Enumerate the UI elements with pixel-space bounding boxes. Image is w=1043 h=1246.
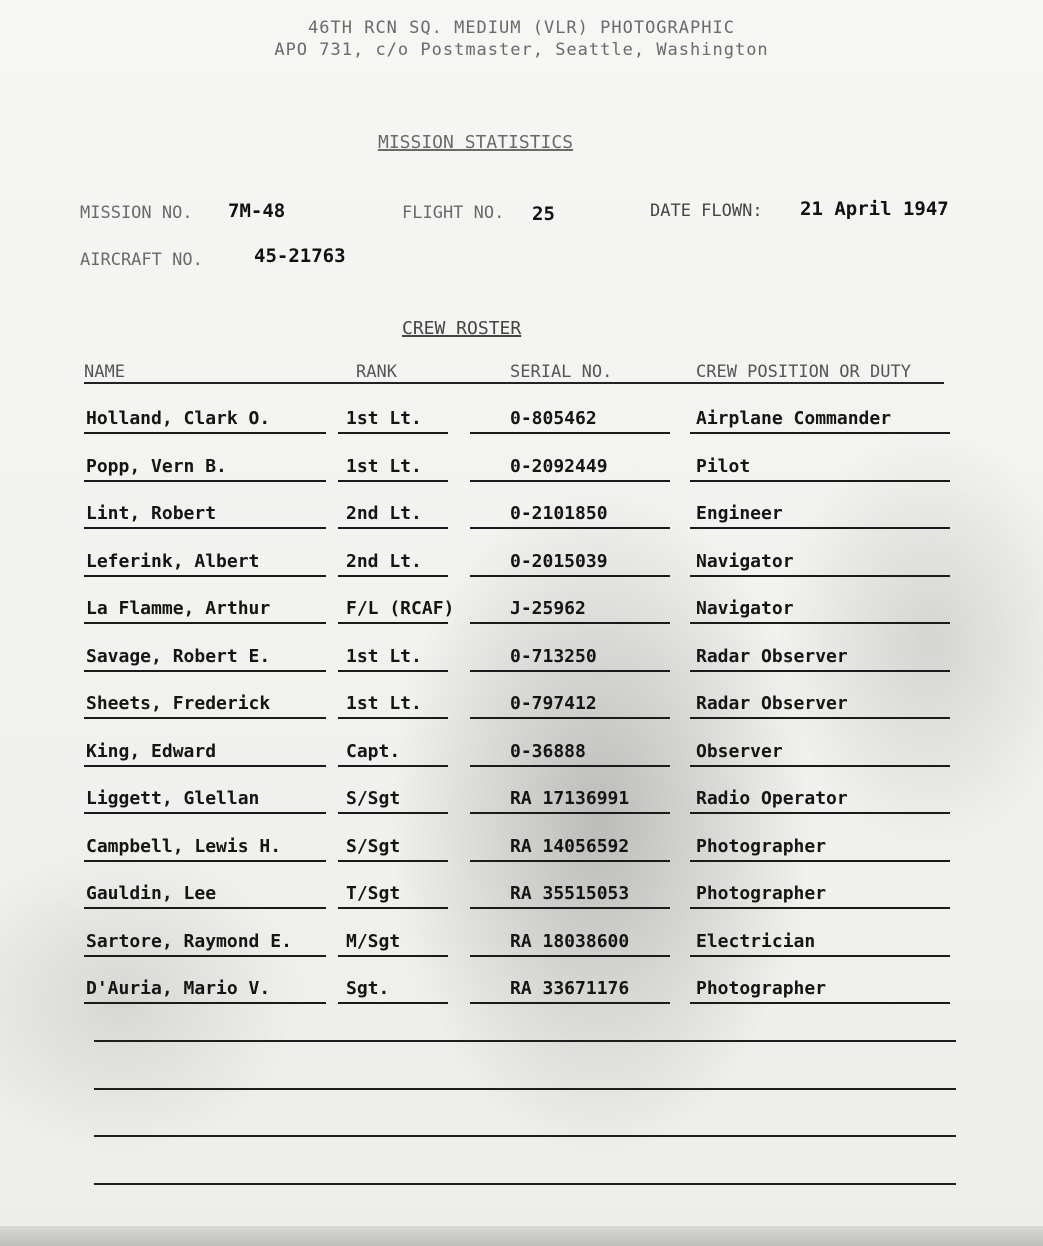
crew-row bbox=[0, 931, 1043, 979]
row-underline bbox=[470, 955, 670, 957]
row-underline bbox=[338, 955, 448, 957]
crew-position: Radio Operator bbox=[696, 788, 848, 809]
crew-serial: 0-2101850 bbox=[510, 503, 608, 524]
row-underline bbox=[84, 812, 326, 814]
mission-number-label: MISSION NO. bbox=[80, 203, 193, 223]
crew-row bbox=[0, 978, 1043, 1026]
blank-line bbox=[94, 1088, 956, 1090]
crew-rank: 2nd Lt. bbox=[346, 550, 422, 572]
document-title: MISSION STATISTICS bbox=[378, 132, 574, 153]
row-underline bbox=[84, 527, 326, 529]
row-underline bbox=[470, 670, 670, 672]
crew-position: Engineer bbox=[696, 503, 783, 524]
scan-bottom-edge bbox=[0, 1226, 1043, 1246]
crew-serial: RA 14056592 bbox=[510, 835, 630, 857]
row-underline bbox=[470, 765, 670, 767]
crew-row bbox=[0, 788, 1043, 836]
crew-serial: 0-797412 bbox=[510, 693, 597, 714]
crew-position: Photographer bbox=[696, 883, 827, 904]
crew-position: Pilot bbox=[696, 455, 751, 477]
crew-rank: T/Sgt bbox=[346, 883, 401, 904]
crew-position: Photographer bbox=[696, 835, 827, 857]
row-underline bbox=[84, 1002, 326, 1004]
crew-position: Observer bbox=[696, 740, 783, 762]
crew-name: Gauldin, Lee bbox=[86, 883, 217, 904]
crew-name: Savage, Robert E. bbox=[86, 645, 271, 667]
crew-row bbox=[0, 456, 1043, 504]
row-underline bbox=[470, 717, 670, 719]
crew-name: Holland, Clark O. bbox=[86, 408, 271, 429]
row-underline bbox=[338, 527, 448, 529]
row-underline bbox=[338, 812, 448, 814]
crew-row bbox=[0, 693, 1043, 741]
column-header-serial: SERIAL NO. bbox=[510, 362, 613, 382]
crew-serial: 0-2092449 bbox=[510, 455, 608, 477]
crew-rank: Sgt. bbox=[346, 978, 390, 999]
row-underline bbox=[84, 670, 326, 672]
crew-position: Photographer bbox=[696, 978, 827, 999]
crew-position: Electrician bbox=[696, 930, 816, 952]
crew-rank: S/Sgt bbox=[346, 835, 401, 857]
crew-serial: J-25962 bbox=[510, 598, 586, 619]
crew-name: Sheets, Frederick bbox=[86, 693, 271, 714]
crew-serial: RA 18038600 bbox=[510, 930, 630, 952]
crew-name: La Flamme, Arthur bbox=[86, 598, 271, 619]
row-underline bbox=[338, 1002, 448, 1004]
row-underline bbox=[338, 860, 448, 862]
crew-serial: 0-805462 bbox=[510, 408, 597, 429]
row-underline bbox=[690, 432, 950, 434]
aircraft-number-label: AIRCRAFT NO. bbox=[80, 250, 203, 270]
unit-header: 46TH RCN SQ. MEDIUM (VLR) PHOTOGRAPHIC bbox=[308, 18, 735, 38]
crew-row bbox=[0, 408, 1043, 456]
crew-rank: 1st Lt. bbox=[346, 455, 422, 477]
crew-name: King, Edward bbox=[86, 740, 217, 762]
row-underline bbox=[338, 907, 448, 909]
column-header-position: CREW POSITION OR DUTY bbox=[696, 362, 911, 382]
crew-rank: 1st Lt. bbox=[346, 408, 422, 429]
crew-row bbox=[0, 551, 1043, 599]
date-flown-value: 21 April 1947 bbox=[800, 198, 949, 220]
row-underline bbox=[84, 622, 326, 624]
crew-row bbox=[0, 883, 1043, 931]
crew-serial: RA 33671176 bbox=[510, 978, 630, 999]
blank-line bbox=[94, 1183, 956, 1185]
row-underline bbox=[690, 860, 950, 862]
row-underline bbox=[470, 527, 670, 529]
crew-rank: 1st Lt. bbox=[346, 645, 422, 667]
row-underline bbox=[470, 860, 670, 862]
crew-position: Airplane Commander bbox=[696, 408, 892, 429]
row-underline bbox=[338, 717, 448, 719]
address-header: APO 731, c/o Postmaster, Seattle, Washington bbox=[274, 40, 769, 60]
row-underline bbox=[470, 432, 670, 434]
crew-name: Lint, Robert bbox=[86, 503, 217, 524]
crew-serial: 0-2015039 bbox=[510, 550, 608, 572]
crew-name: Leferink, Albert bbox=[86, 550, 260, 572]
row-underline bbox=[690, 955, 950, 957]
row-underline bbox=[338, 765, 448, 767]
crew-row bbox=[0, 646, 1043, 694]
crew-rank: 1st Lt. bbox=[346, 693, 422, 714]
mission-number-value: 7M-48 bbox=[228, 200, 286, 222]
crew-name: Popp, Vern B. bbox=[86, 455, 227, 477]
crew-serial: 0-36888 bbox=[510, 740, 586, 762]
crew-rank: Capt. bbox=[346, 740, 401, 762]
crew-position: Radar Observer bbox=[696, 693, 848, 714]
row-underline bbox=[690, 812, 950, 814]
row-underline bbox=[338, 670, 448, 672]
crew-name: D'Auria, Mario V. bbox=[86, 978, 271, 999]
row-underline bbox=[338, 432, 448, 434]
crew-position: Navigator bbox=[696, 550, 794, 572]
row-underline bbox=[690, 717, 950, 719]
row-underline bbox=[84, 575, 326, 577]
row-underline bbox=[690, 480, 950, 482]
row-underline bbox=[690, 527, 950, 529]
row-underline bbox=[338, 480, 448, 482]
row-underline bbox=[84, 717, 326, 719]
date-flown-label: DATE FLOWN: bbox=[650, 201, 763, 221]
row-underline bbox=[84, 765, 326, 767]
crew-serial: 0-713250 bbox=[510, 645, 597, 667]
row-underline bbox=[690, 765, 950, 767]
row-underline bbox=[470, 575, 670, 577]
row-underline bbox=[690, 670, 950, 672]
crew-row bbox=[0, 598, 1043, 646]
crew-name: Liggett, Glellan bbox=[86, 788, 260, 809]
blank-line bbox=[94, 1040, 956, 1042]
row-underline bbox=[470, 812, 670, 814]
row-underline bbox=[84, 860, 326, 862]
row-underline bbox=[690, 907, 950, 909]
crew-serial: RA 17136991 bbox=[510, 788, 630, 809]
row-underline bbox=[690, 575, 950, 577]
crew-position: Radar Observer bbox=[696, 645, 848, 667]
crew-position: Navigator bbox=[696, 598, 794, 619]
row-underline bbox=[470, 622, 670, 624]
crew-row bbox=[0, 741, 1043, 789]
row-underline bbox=[338, 575, 448, 577]
crew-row bbox=[0, 503, 1043, 551]
crew-serial: RA 35515053 bbox=[510, 883, 630, 904]
header-underline bbox=[84, 382, 944, 384]
row-underline bbox=[84, 480, 326, 482]
row-underline bbox=[470, 480, 670, 482]
row-underline bbox=[338, 622, 448, 624]
row-underline bbox=[84, 907, 326, 909]
column-header-name: NAME bbox=[84, 362, 125, 382]
row-underline bbox=[690, 1002, 950, 1004]
row-underline bbox=[470, 1002, 670, 1004]
row-underline bbox=[690, 622, 950, 624]
column-header-rank: RANK bbox=[356, 362, 397, 382]
flight-number-label: FLIGHT NO. bbox=[402, 203, 505, 223]
crew-rank: F/L (RCAF) bbox=[346, 598, 455, 619]
flight-number-value: 25 bbox=[532, 203, 555, 225]
aircraft-number-value: 45-21763 bbox=[254, 245, 346, 267]
crew-name: Campbell, Lewis H. bbox=[86, 835, 282, 857]
crew-rank: 2nd Lt. bbox=[346, 503, 422, 524]
crew-name: Sartore, Raymond E. bbox=[86, 930, 292, 952]
row-underline bbox=[84, 955, 326, 957]
crew-rank: M/Sgt bbox=[346, 930, 401, 952]
blank-line bbox=[94, 1135, 956, 1137]
crew-rank: S/Sgt bbox=[346, 788, 401, 809]
row-underline bbox=[84, 432, 326, 434]
row-underline bbox=[470, 907, 670, 909]
crew-roster-title: CREW ROSTER bbox=[402, 318, 522, 339]
crew-row bbox=[0, 836, 1043, 884]
